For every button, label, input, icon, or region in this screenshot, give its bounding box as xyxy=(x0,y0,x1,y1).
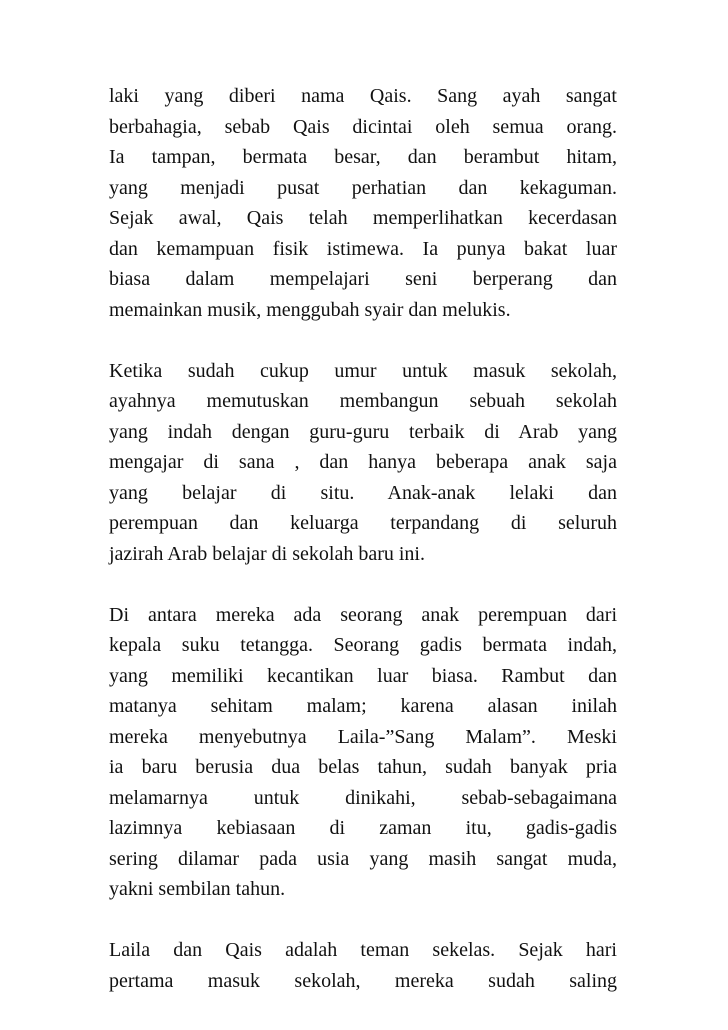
body-text xyxy=(109,81,617,1027)
paragraph-4 xyxy=(109,935,617,996)
text-line: mengajar di sana , dan hanya beberapa anak saja xyxy=(109,451,617,473)
text-line: Di antara mereka ada seorang anak perempuan dari xyxy=(109,603,617,626)
text-line: yang indah dengan guru-guru terbaik di Arab yang xyxy=(109,420,617,443)
text-line: yang belajar di situ. Anak-anak lelaki dan xyxy=(109,481,617,504)
text-line: melamarnya untuk dinikahi, sebab-sebagaimana xyxy=(109,786,617,809)
paragraph-2 xyxy=(109,356,617,570)
text-line: Laila dan Qais adalah teman sekelas. Sejak hari xyxy=(109,939,617,961)
text-line: berbahagia, sebab Qais dicintai oleh semua orang. xyxy=(109,115,617,138)
text-line: matanya sehitam malam; karena alasan inilah xyxy=(109,695,617,717)
text-line: ayahnya memutuskan membangun sebuah sekolah xyxy=(109,390,617,412)
text-line: sering dilamar pada usia yang masih sangat muda, xyxy=(109,847,617,870)
paragraph-1 xyxy=(109,81,617,325)
text-line: lazimnya kebiasaan di zaman itu, gadis-gadis xyxy=(109,817,617,839)
text-line: dan kemampuan fisik istimewa. Ia punya bakat luar xyxy=(109,237,617,260)
text-line: laki yang diberi nama Qais. Sang ayah sangat xyxy=(109,85,617,107)
text-line: Ia tampan, bermata besar, dan berambut hitam, xyxy=(109,146,617,168)
text-line: ia baru berusia dua belas tahun, sudah banyak pria xyxy=(109,756,617,778)
text-line: memainkan musik, menggubah syair dan melukis. xyxy=(109,298,511,321)
text-line: yakni sembilan tahun. xyxy=(109,878,286,900)
text-line: yang menjadi pusat perhatian dan kekaguman. xyxy=(109,176,617,199)
text-line: Ketika sudah cukup umur untuk masuk sekolah, xyxy=(109,359,617,382)
text-line: kepala suku tetangga. Seorang gadis bermata indah, xyxy=(109,634,617,656)
text-line: perempuan dan keluarga terpandang di seluruh xyxy=(109,512,617,534)
text-line: biasa dalam mempelajari seni berperang dan xyxy=(109,268,617,290)
text-line: pertama masuk sekolah, mereka sudah saling xyxy=(109,969,617,992)
paragraph-3 xyxy=(109,600,617,905)
text-line: Sejak awal, Qais telah memperlihatkan kecerdasan xyxy=(109,207,617,229)
text-line: yang memiliki kecantikan luar biasa. Rambut dan xyxy=(109,664,617,687)
text-line: mereka menyebutnya Laila-”Sang Malam”. Meski xyxy=(109,725,617,748)
text-line: jazirah Arab belajar di sekolah baru ini. xyxy=(109,542,425,565)
